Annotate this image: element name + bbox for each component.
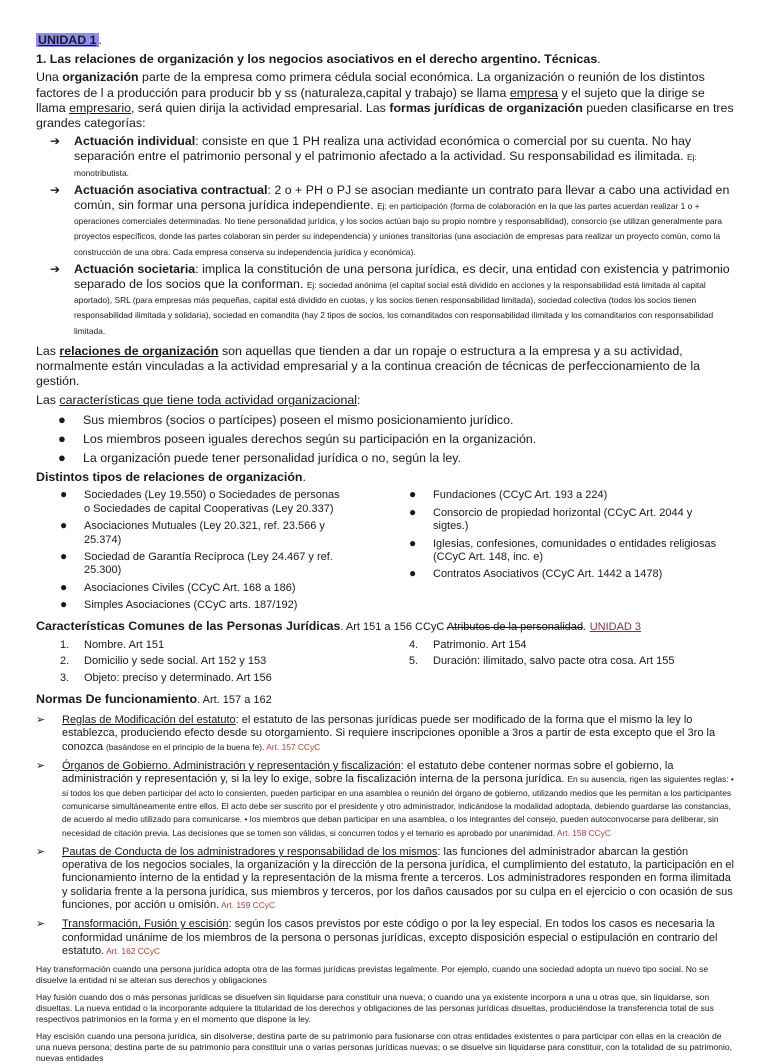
bullet-icon: ● [409,535,417,550]
list-item: 3. Objeto: preciso y determinado. Art 156 [60,671,272,684]
list-item: ● Asociaciones Civiles (CCyC Art. 168 a 186) [60,579,296,594]
category-contractual: ➔ Actuación asociativa contractual: 2 o + PH o PJ se asocian mediante un contrato para llevar a cabo una actividad en común, sin formar una persona jurídica independiente. Ej: en participación (forma de colaboración en la que las partes acuerdan realizar 1 o + operaciones comerciales determinadas. No tiene personalidad jurídica, y los socios actúan bajo su propio nombre y responsabilidad), consorcio (se utilizan generalmente para proyectos específicos, donde las partes colaboran sin perder su independencia) y uniones transitorias (una asociación de empresas para realizar un proyecto común, como la construcción de una obra. Cada empresa conserva su independencia jurídica y económica). [50,182,730,257]
list-item: ● Los miembros poseen iguales derechos según su participación en la organización. [58,430,537,446]
term-empresa: empresa [509,85,559,100]
bullet-icon: ● [60,487,68,502]
arrow-icon: ➔ [50,261,61,276]
common-right-column [385,639,734,688]
bullet-icon: ● [58,430,66,446]
term-organizacion: organización [62,70,139,85]
note-escision: Hay escisión cuando una persona jurídica, sin disolverse, destina parte de su patrimonio para fusionarse con otras entidades existentes o para participar con ellas en la creación de una nueva persona; destina parte de su patrimonio para constituir una o varias personas jurídicas nuevas; o se disuelve sin liquidarse para constituir, con la totalidad de su patrimonio, nuevas entidades [36,1031,733,1064]
types-columns [36,489,734,616]
section-title: 1. Las relaciones de organización y los negocios asociativos en el derecho argentino. Técnicas. [36,52,601,67]
triangle-arrow-icon: ➢ [36,845,46,858]
bullet-icon: ● [409,487,417,502]
list-item: ● Sociedades (Ley 19.550) o Sociedades de personas o Sociedades de capital Cooperativas (Ley 20.337) [60,487,340,515]
norm-item: ➢ Órganos de Gobierno. Administración y representación y fiscalización: el estatuto debe contener normas sobre el gobierno, la administración y representación y, si la ley lo exige, sobre la fiscalización interna de la persona jurídica. En su ausencia, rigen las siguientes reglas: • si todos los que deben participar del acto lo consienten, pueden participar en una asamblea o reunión del órgano de gobierno, utilizando medios que les permitan a los participantes comunicarse simultáneamente entre ellos. El acto debe ser suscrito por el presidente y otro administrador, indicándose la modalidad adoptada, debiendo guardarse las constancias, de acuerdo al medio utilizado para comunicarse. • los miembros que deban participar en una asamblea, o los integrantes del consejo, pueden autoconvocarse para deliberar, sin necesidad de citación previa. Las decisiones que se tomen son válidas, si concurren todos y el temario es aprobado por unanimidad. Art. 158 CCyC [36,760,734,838]
list-item: ● Sociedad de Garantía Recíproca (Ley 24.467 y ref. 25.300) [60,548,333,577]
common-columns [36,639,734,688]
list-item: ● Asociaciones Mutuales (Ley 20.321, ref. 23.566 y 25.374) [60,518,325,546]
types-heading: Distintos tipos de relaciones de organización. [36,470,306,485]
norms-heading: Normas De funcionamiento. Art. 157 a 162 [36,691,272,706]
list-item: ● La organización puede tener personalidad jurídica o no, según la ley. [58,450,461,466]
bullet-icon: ● [60,518,68,533]
bullet-icon: ● [58,411,66,427]
list-item: ● Contratos Asociativos (CCyC Art. 1442 a 1478) [409,566,663,581]
common-heading: Características Comunes de las Personas Jurídicas. Art 151 a 156 CCyC Atributos de la personalidad. UNIDAD 3 [36,618,642,633]
bullet-icon: ● [60,579,68,594]
bullet-icon: ● [409,566,417,581]
term-empresario: empresario [69,100,132,115]
relations-paragraph: Las relaciones de organización son aquellas que tienden a dar un ropaje o estructura a la empresa y a su actividad, normalmente están vinculadas a la actividad empresarial y a la continua creación de técnicas de perfeccionamiento de la gestión. [36,343,700,389]
types-right-column [385,489,734,616]
types-left-column [36,489,385,616]
list-item: 1. Nombre. Art 151 [60,638,165,651]
arrow-icon: ➔ [50,134,61,149]
list-item: 4. Patrimonio. Art 154 [409,638,527,651]
list-item: 5. Duración: ilimitado, salvo pacte otra cosa. Art 155 [409,655,675,668]
unit-heading: UNIDAD 1 . [38,33,102,47]
list-item: ● Simples Asociaciones (CCyC arts. 187/192) [60,597,298,612]
list-item: ● Sus miembros (socios o partícipes) poseen el mismo posicionamiento jurídico. [58,411,514,427]
list-item: 2. Domicilio y sede social. Art 152 y 153 [60,655,267,668]
bullet-icon: ● [60,548,68,563]
unit-label: UNIDAD 1 [38,33,97,47]
common-left-column [36,639,385,688]
norm-item: ➢ Pautas de Conducta de los administradores y responsabilidad de los mismos: las funciones del administrador abarcan la gestión operativa de los negocios sociales, la organización y la dirección de la persona jurídica, el cumplimiento del estatuto, la participación en el funcionamiento interno de la entidad y la representación de la misma frente a terceros. Los administradores responden en forma ilimitada y solidaria frente a la persona jurídica, sus miembros y terceros, por los daños causados por su culpa en el ejercicio o con ocasión de sus funciones, por acción u omisión. Art. 159 CCyC [36,845,734,912]
list-item: ● Iglesias, confesiones, comunidades o entidades religiosas (CCyC Art. 148, inc. e) [409,535,717,563]
term-formas-juridicas: formas jurídicas de organización [389,100,583,115]
norm-item: ➢ Transformación, Fusión y escisión: según los casos previstos por este código o por la ley especial. En todos los casos es necesaria la conformidad unánime de los miembros de la persona o personas jurídicas, excepto disposición especial o estipulación en contrario del estatuto. Art. 162 CCyC [36,918,718,957]
list-item: ● Fundaciones (CCyC Art. 193 a 224) [409,487,608,502]
unit-3-link[interactable]: UNIDAD 3 [589,620,642,633]
bullet-icon: ● [60,597,68,612]
note-transformacion: Hay transformación cuando una persona jurídica adopta otra de las formas jurídicas previstas legalmente. Por ejemplo, cuando una sociedad adopta un nuevo tipo social. No se disuelve la entidad ni se alteran sus derechos y obligaciones [36,964,709,986]
bullet-icon: ● [409,504,417,519]
note-fusion: Hay fusión cuando dos o más personas jurídicas se disuelven sin liquidarse para constituir una nueva; o cuando una ya existente incorpora a una u otras que, sin liquidarse, son disueltas. La nueva entidad o la incorporante adquiere la titularidad de los derechos y obligaciones de las personas jurídicas disueltas, produciéndose la transferencia total de sus respectivos patrimonios en la forma y en el momento que dispone la ley. [36,992,714,1025]
category-individual: ➔ Actuación individual: consiste en que 1 PH realiza una actividad económica o comercial por su cuenta. No hay separación entre el patrimonio personal y el patrimonio afectado a la actividad. Su responsabilidad es ilimitada. Ej: monotributista. [50,134,697,178]
arrow-icon: ➔ [50,182,61,197]
category-societaria: ➔ Actuación societaria: implica la constitución de una persona jurídica, es decir, una entidad con existencia y patrimonio separado de los socios que la conforman. Ej: sociedad anónima (el capital social está dividido en acciones y la responsabilidad está limitada al capital aportado), SRL (para empresas más pequeñas, capital está dividido en cuotas, y los socios tienen responsabilidad limitada), sociedad colectiva (todos los socios tienen responsabilidad ilimitada y solidaria), sociedad en comandita (hay 2 tipos de socios, los comanditados con responsabilidad ilimitada y los comanditarios con responsabilidad limitada. [50,261,730,336]
intro-paragraph: Una organización parte de la empresa como primera cédula social económica. La organización o reunión de los distintos factores de l a producción para producir bb y ss (naturaleza,capital y trabajo) se llama empresa y el sujeto que la dirige se llama empresario, será quien dirija la actividad empresarial. Las formas jurídicas de organización pueden clasificarse en tres grandes categorías: [36,70,734,131]
term-relaciones: relaciones de organización [59,343,219,358]
triangle-arrow-icon: ➢ [36,714,46,727]
triangle-arrow-icon: ➢ [36,760,46,773]
triangle-arrow-icon: ➢ [36,918,46,931]
bullet-icon: ● [58,450,66,466]
norm-item: ➢ Reglas de Modificación del estatuto: el estatuto de las personas jurídicas puede ser modificado de la forma que el mismo la ley lo establezca, produciendo efecto desde su otorgamiento. Si requiere inscripciones oponible a 3ros a partir de esta excepto que el 3ro la conozca (basándose en el principio de la buena fe). Art. 157 CCyC [36,714,716,753]
list-item: ● Consorcio de propiedad horizontal (CCyC Art. 2044 y sigtes.) [409,504,693,533]
characteristics-intro: Las características que tiene toda actividad organizacional: [36,393,361,408]
